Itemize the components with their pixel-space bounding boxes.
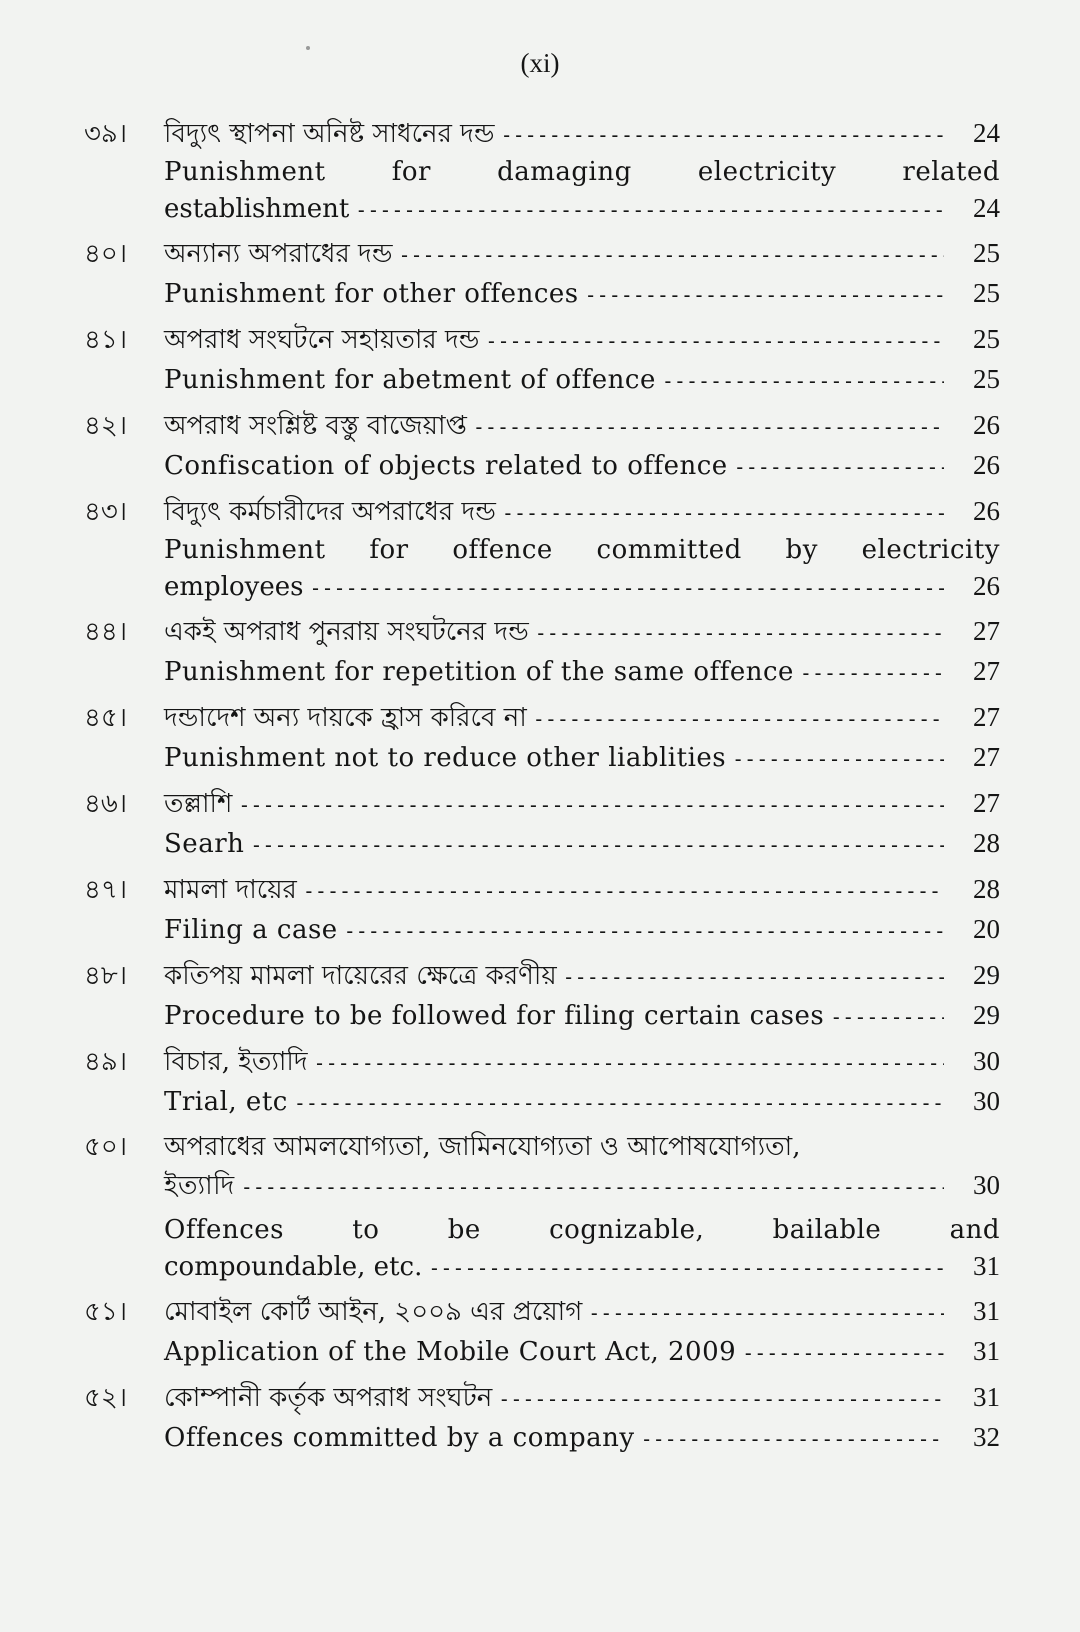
dot-leader xyxy=(294,1084,944,1122)
page-ref: 27 xyxy=(973,702,1000,732)
print-speck xyxy=(306,46,310,50)
page-ref: 25 xyxy=(973,324,1000,354)
section-number: ৪২। xyxy=(84,411,128,441)
section-title-en-cont: establishment xyxy=(164,194,350,224)
section-title-en: Offences to be cognizable, bailable and xyxy=(164,1215,1000,1245)
toc-line-en xyxy=(84,824,1000,864)
page-ref: 30 xyxy=(973,1086,1000,1116)
section-number: ৩৯। xyxy=(84,119,128,149)
toc-entry xyxy=(84,234,1000,314)
page-ref: 27 xyxy=(973,742,1000,772)
toc-entry xyxy=(84,406,1000,486)
section-title-bn: বিদ্যুৎ স্থাপনা অনিষ্ট সাধনের দন্ড xyxy=(164,119,495,149)
toc-line-bn xyxy=(84,1292,1000,1332)
dot-leader xyxy=(501,116,944,154)
toc-line-bn xyxy=(84,114,1000,154)
toc-entry xyxy=(84,698,1000,778)
toc-line-bn xyxy=(84,956,1000,996)
dot-leader xyxy=(800,654,944,692)
section-number: ৪৫। xyxy=(84,703,128,733)
toc-line-end xyxy=(164,1248,1000,1286)
toc-line-en xyxy=(84,1418,1000,1458)
toc-block-en xyxy=(84,1212,1000,1286)
dot-leader xyxy=(473,408,944,446)
section-number: ৪৭। xyxy=(84,875,128,905)
toc-line-bn xyxy=(84,870,1000,910)
page-ref: 31 xyxy=(973,1382,1000,1412)
page-ref: 24 xyxy=(973,193,1000,223)
toc-entry xyxy=(84,612,1000,692)
toc-entry xyxy=(84,1128,1000,1286)
toc-block-en xyxy=(84,532,1000,606)
page-ref: 31 xyxy=(973,1251,1000,1281)
toc-line-bn xyxy=(84,492,1000,532)
section-title-en: Filing a case xyxy=(164,915,338,945)
toc-line-bn xyxy=(84,1128,1000,1166)
dot-leader xyxy=(502,494,944,532)
page-ref: 29 xyxy=(973,960,1000,990)
dot-leader xyxy=(238,786,944,824)
toc-line-en xyxy=(84,1082,1000,1122)
dot-leader xyxy=(585,276,944,314)
toc-entry xyxy=(84,1042,1000,1122)
page-ref: 31 xyxy=(973,1296,1000,1326)
section-title-bn: মোবাইল কোর্ট আইন, ২০০৯ এর প্রয়োগ xyxy=(164,1297,583,1327)
toc-entry xyxy=(84,114,1000,228)
toc-line-bn xyxy=(84,612,1000,652)
page-ref: 28 xyxy=(973,828,1000,858)
toc-line-bn xyxy=(84,234,1000,274)
toc-line-bn xyxy=(84,406,1000,446)
section-title-bn: কোম্পানী কর্তৃক অপরাধ সংঘটন xyxy=(164,1383,493,1413)
section-title-en: Searh xyxy=(164,829,245,859)
page-ref: 26 xyxy=(973,496,1000,526)
toc-line-end xyxy=(164,568,1000,606)
toc-entry xyxy=(84,870,1000,950)
section-title-en: Punishment for abetment of offence xyxy=(164,365,656,395)
dot-leader xyxy=(428,1250,944,1286)
section-title-bn: অন্যান্য অপরাধের দন্ড xyxy=(164,239,393,269)
dot-leader xyxy=(742,1334,944,1372)
toc-line-en xyxy=(84,446,1000,486)
section-number: ৫২। xyxy=(84,1383,128,1413)
dot-leader xyxy=(398,236,944,274)
page-ref: 29 xyxy=(973,1000,1000,1030)
page-ref: 32 xyxy=(973,1422,1000,1452)
dot-leader xyxy=(662,362,944,400)
section-number: ৪০। xyxy=(84,239,128,269)
section-title-bn-cont: ইত্যাদি xyxy=(164,1171,235,1201)
toc-entry xyxy=(84,784,1000,864)
toc-entry xyxy=(84,1292,1000,1372)
page-ref: 30 xyxy=(973,1046,1000,1076)
section-title-en: Offences committed by a company xyxy=(164,1423,635,1453)
page-ref: 31 xyxy=(973,1336,1000,1366)
page-number: (xi) xyxy=(520,48,560,78)
section-title-bn: বিচার, ইত্যাদি xyxy=(164,1047,308,1077)
dot-leader xyxy=(734,448,944,486)
toc-line-bn-cont xyxy=(84,1166,1000,1206)
section-title-en-cont: compoundable, etc. xyxy=(164,1252,423,1282)
toc-line-bn xyxy=(84,698,1000,738)
dot-leader xyxy=(533,700,944,738)
page-ref: 25 xyxy=(973,364,1000,394)
page-ref: 26 xyxy=(973,410,1000,440)
section-title-bn: অপরাধ সংঘটনে সহায়তার দন্ড xyxy=(164,325,480,355)
dot-leader xyxy=(563,958,944,996)
section-title-bn: অপরাধ সংশ্লিষ্ট বস্তু বাজেয়াপ্ত xyxy=(164,411,467,441)
dot-leader xyxy=(641,1420,944,1458)
section-title-bn: মামলা দায়ের xyxy=(164,875,297,905)
section-title-en: Punishment for offence committed by electricity xyxy=(164,535,1000,565)
toc-line-bn xyxy=(84,1378,1000,1418)
page-ref: 26 xyxy=(973,571,1000,601)
section-number: ৪৪। xyxy=(84,617,128,647)
dot-leader xyxy=(241,1168,944,1206)
dot-leader xyxy=(732,740,944,778)
section-number: ৪৬। xyxy=(84,789,128,819)
page-ref: 25 xyxy=(973,278,1000,308)
section-title-bn: একই অপরাধ পুনরায় সংঘটনের দন্ড xyxy=(164,617,529,647)
page-ref: 27 xyxy=(973,656,1000,686)
toc-block-en xyxy=(84,154,1000,228)
page-ref: 20 xyxy=(973,914,1000,944)
section-number: ৪৯। xyxy=(84,1047,128,1077)
section-title-en: Punishment for damaging electricity related xyxy=(164,157,1000,187)
section-title-bn: বিদ্যুৎ কর্মচারীদের অপরাধের দন্ড xyxy=(164,497,496,527)
dot-leader xyxy=(250,826,944,864)
dot-leader xyxy=(588,1294,944,1332)
toc-entry xyxy=(84,1378,1000,1458)
section-title-en: Punishment for repetition of the same offence xyxy=(164,657,794,687)
dot-leader xyxy=(309,570,944,606)
section-title-bn: তল্লাশি xyxy=(164,789,233,819)
section-title-en: Punishment for other offences xyxy=(164,279,579,309)
section-title-bn: অপরাধের আমলযোগ্যতা, জামিনযোগ্যতা ও আপোষযোগ্যতা, xyxy=(164,1132,801,1162)
section-title-en: Punishment not to reduce other liablities xyxy=(164,743,727,773)
toc-line-en xyxy=(84,996,1000,1036)
page-ref: 27 xyxy=(973,788,1000,818)
toc-line-bn xyxy=(84,320,1000,360)
dot-leader xyxy=(314,1044,944,1082)
dot-leader xyxy=(344,912,944,950)
section-number: ৪১। xyxy=(84,325,128,355)
toc-line-en xyxy=(84,360,1000,400)
toc-line-en xyxy=(84,274,1000,314)
section-title-bn: দন্ডাদেশ অন্য দায়কে হ্রাস করিবে না xyxy=(164,703,527,733)
section-title-en: Procedure to be followed for filing certain cases xyxy=(164,1001,825,1031)
toc-entry xyxy=(84,956,1000,1036)
toc-line-bn xyxy=(84,784,1000,824)
section-number: ৫০। xyxy=(84,1132,128,1162)
section-title-en: Confiscation of objects related to offence xyxy=(164,451,728,481)
dot-leader xyxy=(303,872,944,910)
page-ref: 27 xyxy=(973,616,1000,646)
section-number: ৪৮। xyxy=(84,961,128,991)
section-title-en: Trial, etc xyxy=(164,1087,288,1117)
table-of-contents xyxy=(84,114,1000,1464)
toc-entry xyxy=(84,320,1000,400)
toc-line-en xyxy=(84,910,1000,950)
toc-line-en xyxy=(84,738,1000,778)
page-ref: 25 xyxy=(973,238,1000,268)
toc-line-end xyxy=(164,190,1000,228)
section-title-en: Application of the Mobile Court Act, 2009 xyxy=(164,1337,737,1367)
dot-leader xyxy=(355,192,944,228)
toc-line-bn xyxy=(84,1042,1000,1082)
section-title-en-cont: employees xyxy=(164,572,304,602)
toc-line-en xyxy=(84,652,1000,692)
page-ref: 26 xyxy=(973,450,1000,480)
page-ref: 24 xyxy=(973,118,1000,148)
dot-leader xyxy=(535,614,944,652)
toc-entry xyxy=(84,492,1000,606)
dot-leader xyxy=(830,998,944,1036)
dot-leader xyxy=(498,1380,944,1418)
dot-leader xyxy=(485,322,944,360)
section-title-bn: কতিপয় মামলা দায়েরের ক্ষেত্রে করণীয় xyxy=(164,961,557,991)
section-number: ৫১। xyxy=(84,1297,128,1327)
section-number: ৪৩। xyxy=(84,497,128,527)
toc-line-en xyxy=(84,1332,1000,1372)
page-ref: 30 xyxy=(973,1170,1000,1200)
page-ref: 28 xyxy=(973,874,1000,904)
